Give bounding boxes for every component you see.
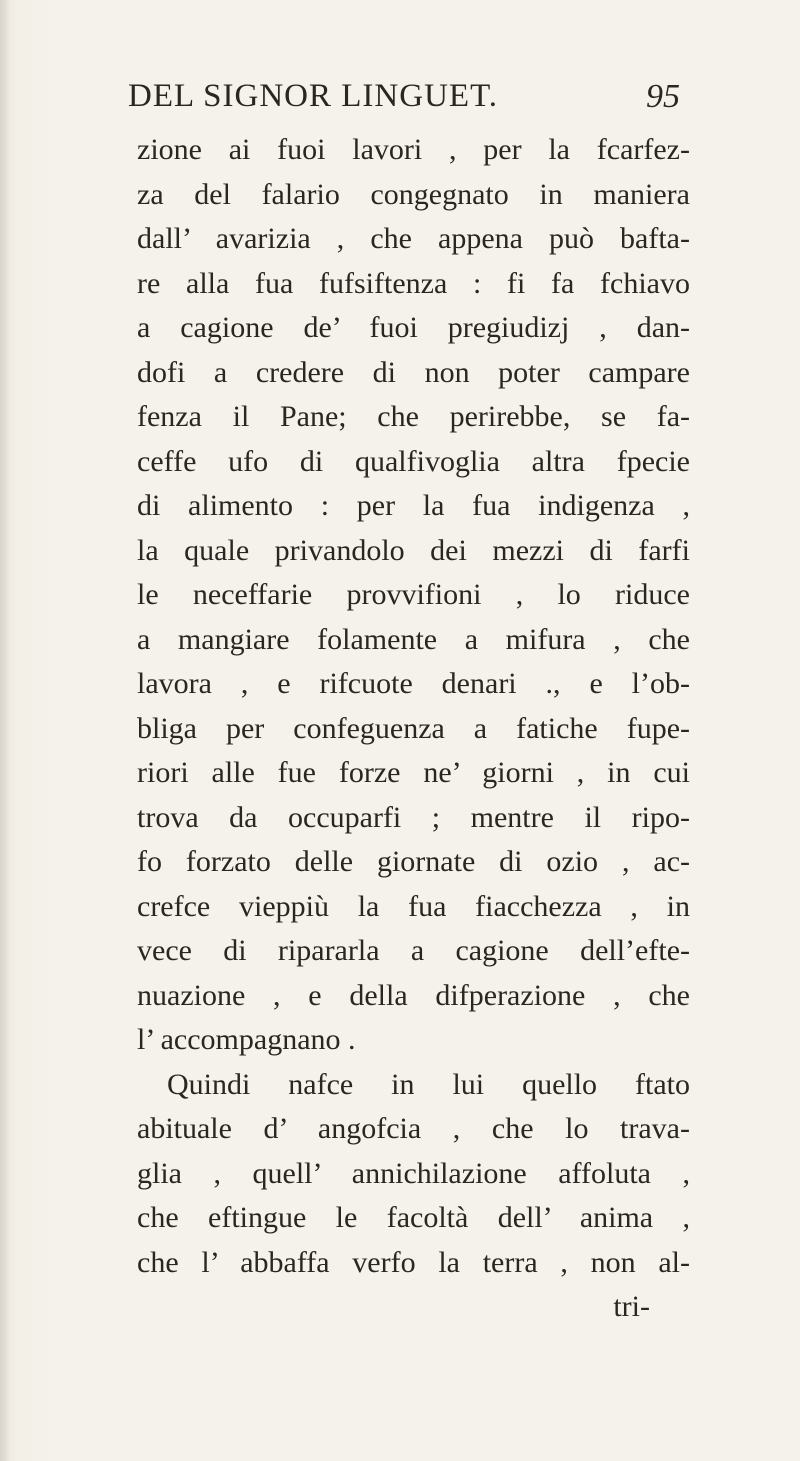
text-line: re alla fua fufsiftenza : fi fa fchiavo xyxy=(137,266,690,300)
catchword: tri- xyxy=(613,1290,650,1323)
text-line: le neceffarie provvifioni , lo riduce xyxy=(137,578,690,611)
text-line: la quale privandolo dei mezzi di farfi xyxy=(137,533,690,567)
text-line: Quindi nafce in lui quello ftato xyxy=(167,1067,690,1101)
text-line: lavora , e rifcuote denari ., e l’ob- xyxy=(137,667,690,700)
page-number: 95 xyxy=(646,78,680,115)
text-line: nuazione , e della difperazione , che xyxy=(137,978,690,1012)
text-line: fenza il Pane; che perirebbe, se fa- xyxy=(137,400,690,433)
running-head xyxy=(128,78,680,122)
text-line: di alimento : per la fua indigenza , xyxy=(137,489,690,522)
text-line: vece di ripararla a cagione dell’efte- xyxy=(137,934,690,967)
body-text xyxy=(137,128,690,1330)
text-line: trova da occuparfi ; mentre il ripo- xyxy=(137,800,690,834)
text-line: glia , quell’ annichilazione affoluta , xyxy=(137,1156,690,1190)
page-gutter-shadow xyxy=(0,0,10,1461)
text-line: che eftingue le facoltà dell’ anima , xyxy=(137,1201,690,1234)
text-line: dofi a credere di non poter campare xyxy=(137,355,690,389)
text-line: a cagione de’ fuoi pregiudizj , dan- xyxy=(137,311,690,344)
text-line: za del falario congegnato in maniera xyxy=(137,177,690,211)
running-title: DEL SIGNOR LINGUET. xyxy=(128,78,499,114)
text-line: riori alle fue forze ne’ giorni , in cui xyxy=(137,756,690,789)
text-line: che l’ abbaffa verfo la terra , non al- xyxy=(137,1245,690,1279)
text-line: bliga per confeguenza a fatiche fupe- xyxy=(137,711,690,745)
text-line: l’ accompagnano . xyxy=(137,1023,356,1056)
text-line: crefce vieppiù la fua fiacchezza , in xyxy=(137,889,690,923)
text-line: a mangiare folamente a mifura , che xyxy=(137,622,690,656)
text-line: abituale d’ angofcia , che lo trava- xyxy=(137,1112,690,1145)
text-line: ceffe ufo di qualfivoglia altra fpecie xyxy=(137,444,690,478)
text-line: zione ai fuoi lavori , per la fcarfez- xyxy=(137,133,690,166)
text-line: fo forzato delle giornate di ozio , ac- xyxy=(137,845,690,878)
text-line: dall’ avarizia , che appena può bafta- xyxy=(137,222,690,255)
